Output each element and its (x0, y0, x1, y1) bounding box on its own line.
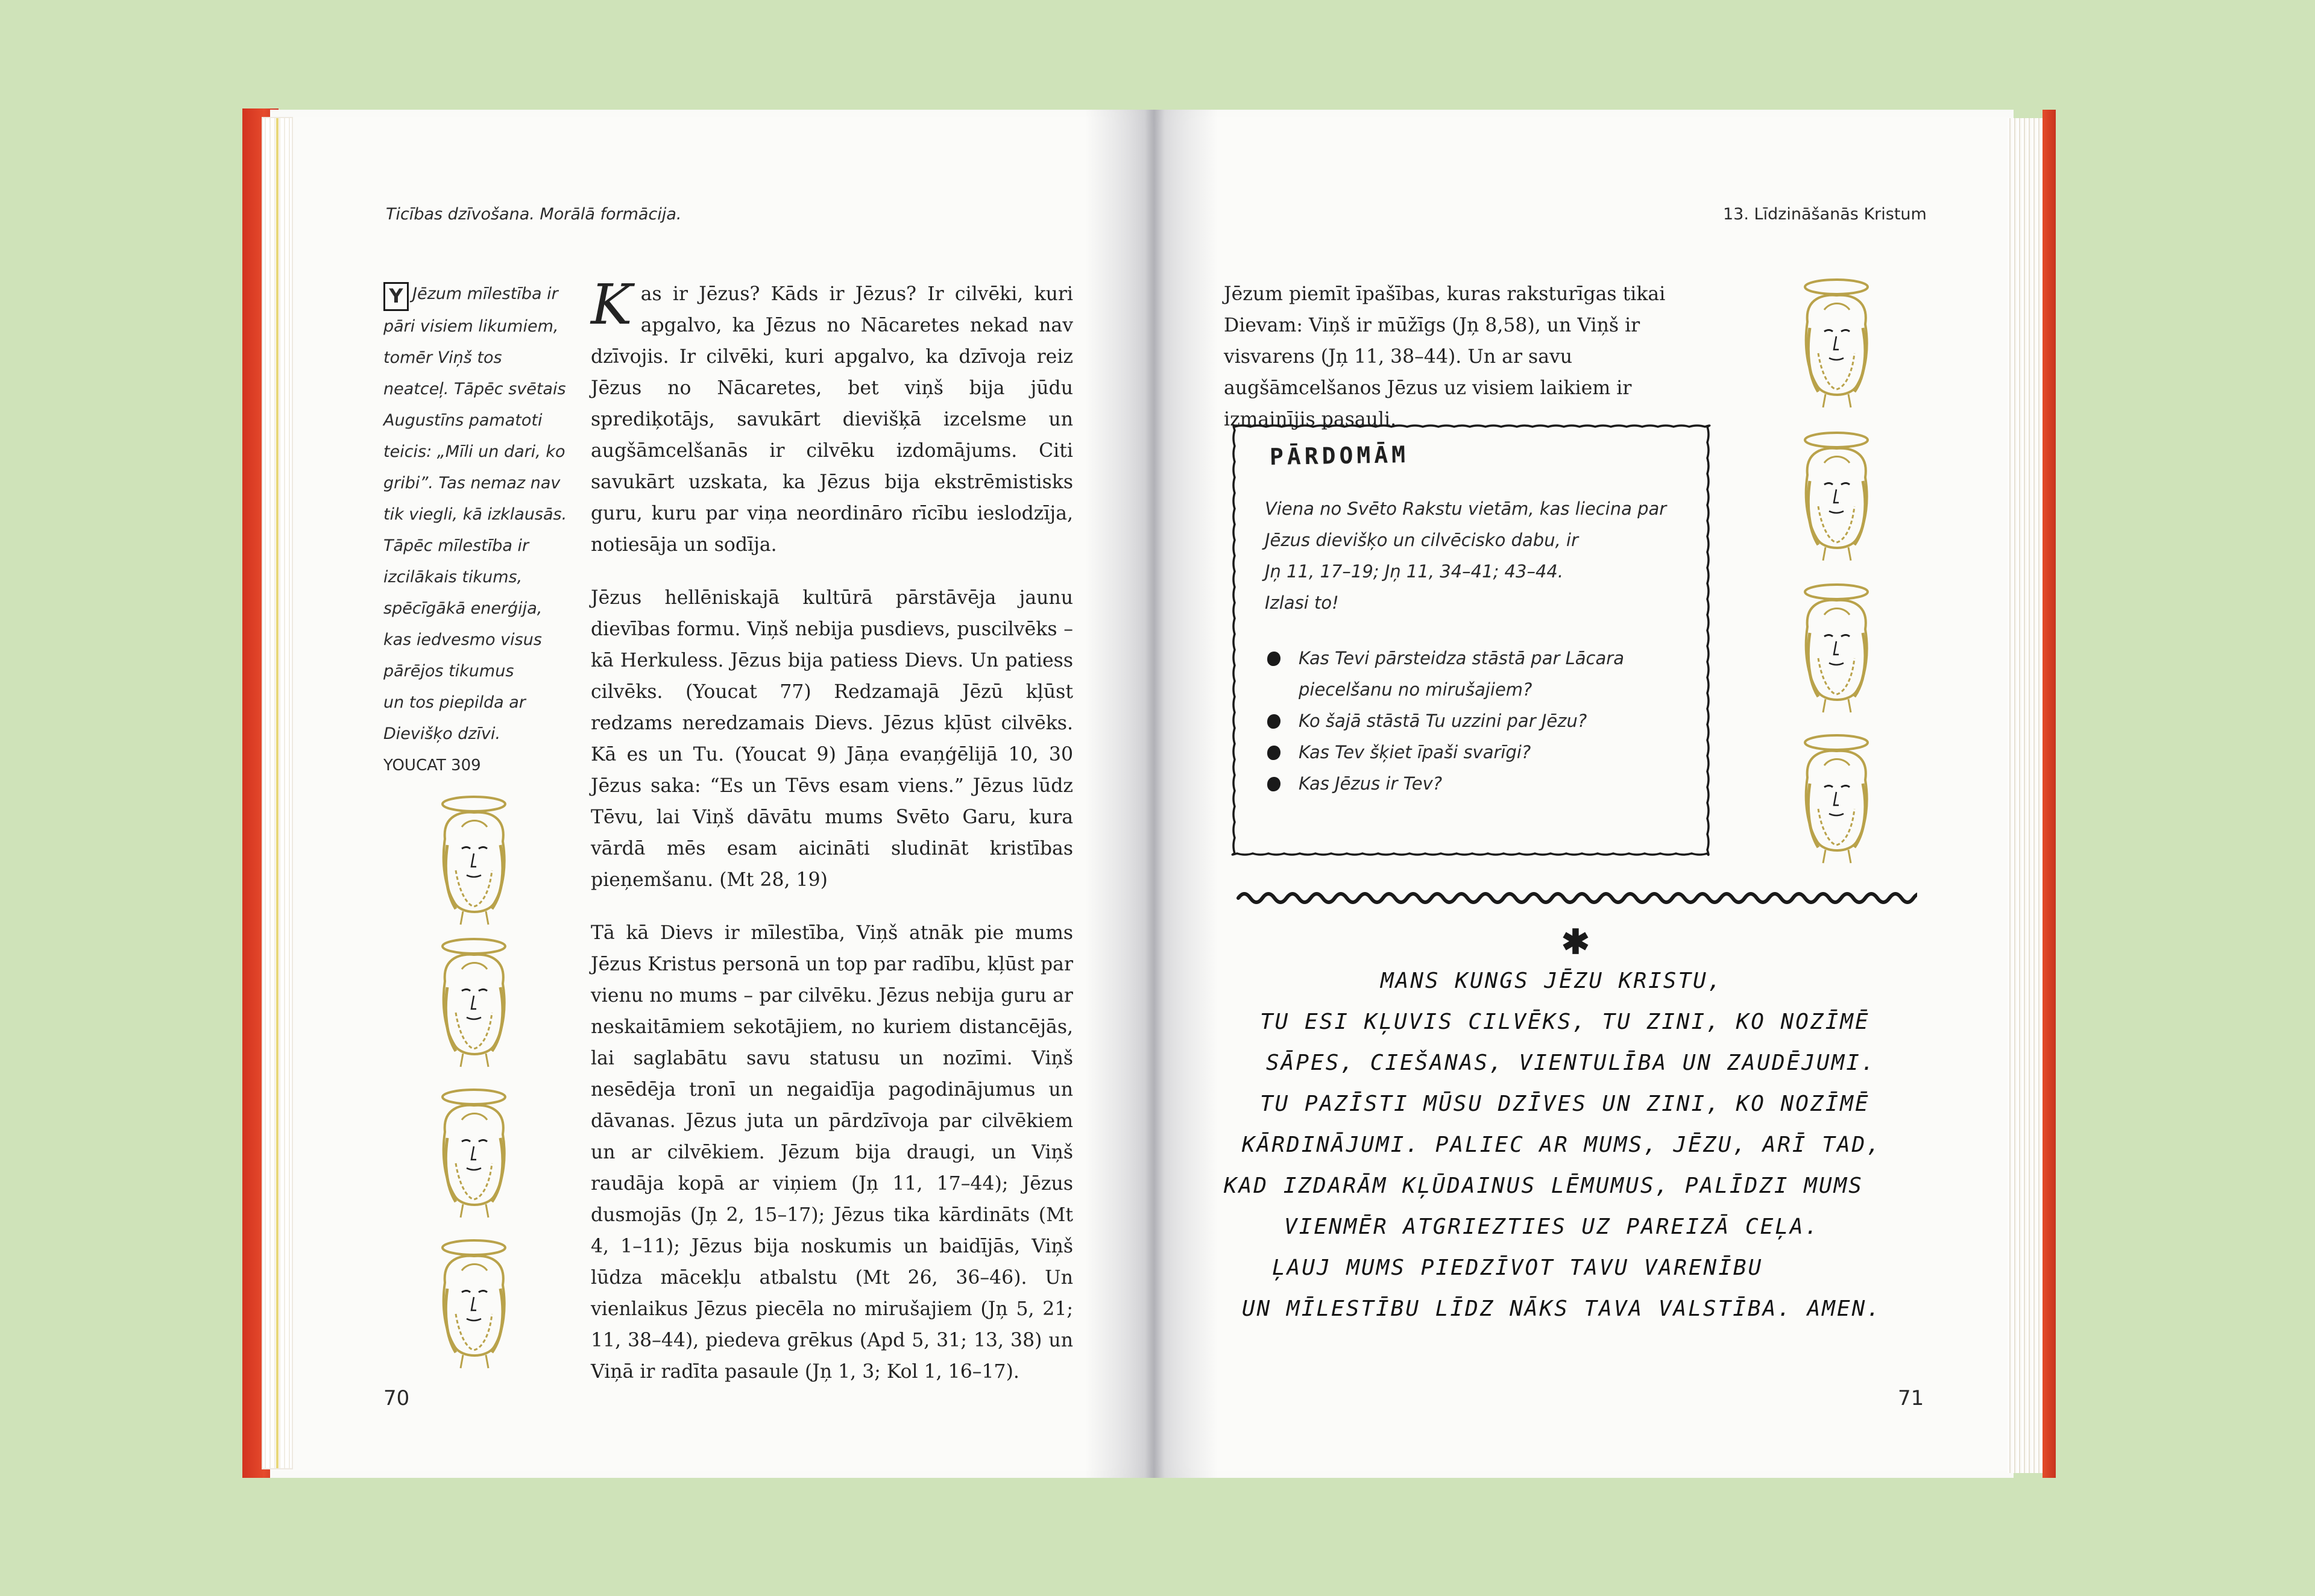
quote-source: YOUCAT 309 (383, 756, 481, 774)
sidebar-line: tik viegli, kā izklausās. (383, 505, 567, 524)
jesus-face-icon (1794, 579, 1879, 717)
paragraph-2: Jēzus hellēniskajā kultūrā pārstāvēja jaunu dievības formu. Viņš nebija pusdievs, puscilvēks – kā Herkuless. Jēzus bija patiess Dievs. Un patiess cilvēks. (Youcat 77) Redzamajā Jēzū kļūst redzams neredzamais Dievs. Jēzus kļūst cilvēks. Kā es un Tu. (Youcat 9) Jāņa evaņģēlijā 10, 30 Jēzus saka: “Es un Tēvs esam viens.” Jēzus lūdz Tēvu, lai Viņš dāvātu mums Svēto Garu, kura vārdā mēs esam aicināti sludināt kristības pieņemšanu. (Mt 28, 19) (591, 587, 1073, 891)
prayer-line: ĻAUJ MUMS PIEDZĪVOT TAVU VARENĪBU (1272, 1255, 1763, 1280)
sidebar-line: pāri visiem likumiem, (383, 317, 559, 336)
reflection-intro-line: Izlasi to! (1265, 592, 1339, 613)
bullet-dot-icon (1267, 652, 1280, 666)
right-intro-paragraph: Jēzum piemīt īpašības, kuras raksturīgas tikai Dievam: Viņš ir mūžīgs (Jņ 8,58), un Viņš ir visvarens (Jņ 11, 38–44). Un ar savu augšāmcelšanos Jēzus uz visiem laikiem ir izmainījis pasauli. (1224, 283, 1666, 430)
reflection-intro-line: Jņ 11, 17–19; Jņ 11, 34–41; 43–44. (1265, 561, 1564, 582)
main-text-column (591, 272, 1073, 1409)
jesus-face-icon (1794, 729, 1879, 868)
question-list (1265, 642, 1699, 799)
jesus-face-icon (1794, 274, 1879, 412)
sidebar-line: teicis: „Mīli un dari, ko (383, 442, 565, 461)
jesus-face-icon (432, 791, 516, 929)
bullet-dot-icon (1267, 777, 1280, 791)
question-item (1265, 737, 1699, 768)
prayer-line: KAD IZDARĀM KĻŪDAINUS LĒMUMUS, PALĪDZI MUMS (1224, 1173, 1863, 1198)
sidebar-line: neatceļ. Tāpēc svētais (383, 380, 566, 398)
asterisk-icon: ✱ (1561, 922, 1590, 962)
bullet-dot-icon (1267, 746, 1280, 760)
reflection-intro (1265, 493, 1699, 618)
sidebar-line: kas iedvesmo visus (383, 630, 542, 649)
sidebar-line: tomēr Viņš tos (383, 348, 502, 367)
jesus-face-icon (432, 933, 516, 1072)
sidebar-line: Jēzum mīlestība ir (412, 284, 558, 303)
sidebar-line: spēcīgākā enerģija, (383, 599, 543, 618)
book-cover-right (2043, 110, 2056, 1478)
jesus-face-icon (432, 1084, 516, 1222)
question-item (1265, 705, 1699, 737)
question-text: Kas Jēzus ir Tev? (1299, 773, 1443, 794)
prayer-line: TU PAZĪSTI MŪSU DZĪVES UN ZINI, KO NOZĪMĒ (1260, 1092, 1870, 1116)
boxed-initial: Y (383, 282, 409, 311)
prayer-line: VIENMĒR ATGRIEZTIES UZ PAREIZĀ CEĻA. (1284, 1214, 1820, 1239)
sidebar-line: Dievišķo dzīvi. (383, 724, 501, 743)
jesus-face-icon (432, 1234, 516, 1373)
jesus-face-icon (1794, 427, 1879, 565)
sidebar-quote (383, 278, 570, 781)
page-edges-left (263, 118, 292, 1468)
right-intro-text (1224, 278, 1724, 435)
running-head-left: Ticības dzīvošana. Morālā formācija. (386, 205, 682, 224)
sidebar-line: un tos piepilda ar (383, 693, 526, 712)
bullet-dot-icon (1267, 714, 1280, 729)
sidebar-line: Augustīns pamatoti (383, 411, 543, 430)
reflection-intro-line: Jēzus dievišķo un cilvēcisko dabu, ir (1265, 530, 1579, 550)
wavy-divider (1236, 886, 1917, 910)
question-item (1265, 642, 1699, 705)
prayer-line: SĀPES, CIEŠANAS, VIENTULĪBA UN ZAUDĒJUMI. (1266, 1051, 1876, 1075)
prayer-line: UN MĪLESTĪBU LĪDZ NĀKS TAVA VALSTĪBA. AMEN. (1242, 1296, 1882, 1321)
reflection-title: PĀRDOMĀM (1269, 441, 1409, 471)
drop-cap: K (591, 272, 632, 337)
reflection-intro-line: Viena no Svēto Rakstu vietām, kas liecina par (1265, 498, 1667, 519)
paragraph-1 (591, 272, 1073, 561)
sidebar-line: izcilākais tikums, (383, 568, 523, 586)
question-item (1265, 768, 1699, 799)
running-head-right: 13. Līdzināšanās Kristum (1723, 205, 1927, 224)
page-number-left: 70 (383, 1386, 410, 1410)
page-number-right: 71 (1898, 1386, 1924, 1410)
paragraph-3: Tā kā Dievs ir mīlestība, Viņš atnāk pie mums Jēzus Kristus personā un top par radību, kļūst par vienu no mums – par cilvēku. Jēzus nebija guru ar neskaitāmiem sekotājiem, no kuriem distancējās, lai saglabātu savu statusu un nozīmi. Viņš nesēdēja tronī un negaidīja pagodinājumus un dāvanas. Jēzus juta un pārdzīvoja par cilvēkiem un ar cilvēkiem. Jēzum bija draugi, un Viņš raudāja kopā ar viņiem (Jņ 11, 17–44); Jēzus dusmojās (Jņ 2, 15–17); Jēzus tika kārdināts (Mt 4, 1–11); Jēzus bija noskumis un baidījās, Viņš lūdza mācekļu atbalstu (Mt 26, 36–46). Un vienlaikus Jēzus piecēla no mirušajiem (Jņ 5, 21; 11, 38–44), piedeva grēkus (Apd 5, 31; 13, 38) un Viņā ir radīta pasaule (Jņ 1, 3; Kol 1, 16–17). (591, 922, 1073, 1383)
prayer-line: TU ESI KĻUVIS CILVĒKS, TU ZINI, KO NOZĪMĒ (1260, 1010, 1870, 1034)
question-text: Kas Tevi pārsteidza stāstā par Lācara piecelšanu no mirušajiem? (1299, 648, 1624, 700)
sidebar-line: Tāpēc mīlestība ir (383, 536, 529, 555)
question-text: Kas Tev šķiet īpaši svarīgi? (1299, 742, 1531, 762)
question-text: Ko šajā stāstā Tu uzzini par Jēzu? (1299, 711, 1587, 731)
prayer-line: KĀRDINĀJUMI. PALIEC AR MUMS, JĒZU, ARĪ TAD, (1242, 1133, 1882, 1157)
handwritten-prayer (1218, 961, 1971, 1330)
prayer-line: MANS KUNGS JĒZU KRISTU, (1381, 969, 1723, 993)
paragraph-1-text: as ir Jēzus? Kāds ir Jēzus? Ir cilvēki, kuri apgalvo, ka Jēzus no Nācaretes nekad nav dzīvojis. Ir cilvēki, kuri apgalvo, ka dzīvoja reiz Jēzus no Nācaretes, bet viņš bija jūdu sprediķotājs, savukārt dievišķā izcelsme un augšāmcelšanās ir cilvēku izdomājums. Citi savukārt uzskata, ka Jēzus bija ekstrēmistisks guru, kuru par viņa neordināro rīcību ieslodzīja, notiesāja un sodīja. (591, 283, 1073, 556)
sidebar-line: gribi”. Tas nemaz nav (383, 474, 561, 492)
reflection-box (1230, 422, 1712, 858)
page-edges-right (2008, 118, 2043, 1473)
sidebar-line: pārējos tikumus (383, 662, 514, 680)
